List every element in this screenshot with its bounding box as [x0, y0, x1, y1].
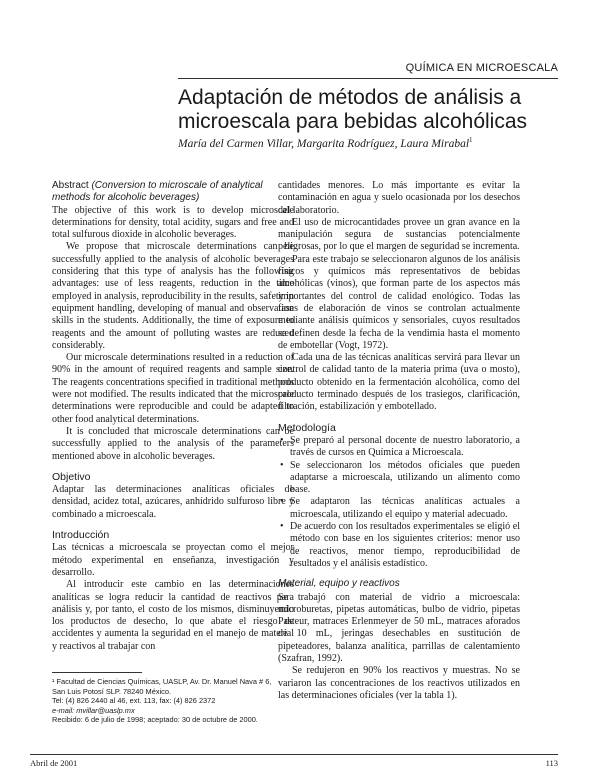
material-paragraph: Se redujeron en 90% los reactivos y muestras. No se variaron las concentraciones de los reactivos utilizados en las determinaciones oficiales (ver la tabla 1).	[278, 665, 520, 701]
abstract-heading	[52, 180, 294, 205]
abstract-paragraph: It is concluded that microscale determinations can be successfully applied to the analysis of the parameters mentioned above in alcoholic beverages.	[52, 425, 294, 462]
footnote-email: e-mail: mvillar@uaslp.mx	[52, 705, 135, 715]
list-item: • Se adaptaron las técnicas analíticas actuales a microescala, utilizando el equipo y material adecuado.	[278, 496, 520, 521]
body-paragraph: Cada una de las técnicas analíticas servirá para llevar un control de calidad tanto de la materia prima (uva o mosto), producto obtenido en la fermentación alcohólica, como del producto terminado después de los trasiegos, clarificación, filtración, estabilización y embotellado.	[278, 352, 520, 413]
footnote-affiliation: ¹ Facultad de Ciencias Químicas, UASLP, Av. Dr. Manuel Nava # 6, San Luis Potosí SLP. 78240 México.	[52, 677, 272, 696]
material-heading: Material, equipo y reactivos	[278, 578, 400, 590]
section-header: QUÍMICA EN MICROESCALA	[405, 62, 558, 74]
body-paragraph: El uso de microcantidades provee un gran avance en la manipulación segura de sustancias potencialmente peligrosas, por lo que el margen de seguridad se incrementa.	[278, 216, 520, 253]
abstract-subtitle: (Conversion to microscale of analytical methods for alcoholic beverages)	[52, 180, 263, 204]
right-column	[278, 180, 520, 702]
footnote-phone: Tel: (4) 826 2440 al 46, ext. 113, fax: (4) 826 2372	[52, 696, 216, 706]
abstract-label: Abstract	[52, 180, 89, 191]
metodologia-heading: Metodología	[278, 421, 336, 434]
metodologia-list	[278, 435, 520, 570]
title-line-1: Adaptación de métodos de análisis a	[178, 86, 522, 109]
abstract-paragraph: Our microscale determinations resulted in a reduction of 90% in the amount of required reagents and sample size. The reagents concentrations specified in traditional methods were not modified. The results indicated that the microscale determinations were reproducible and could be adapted to other food analytical determinations.	[52, 352, 294, 425]
abstract-paragraph: We propose that microscale determinations can be successfully applied to the analysis of alcoholic beverages considering that this type of analysis has the following advantages: use of less reagents, reduction in the time employed in analysis, reproducibility in the results, safety in equipment handling, developing of manual and observation skills in the students. Additionally, the time of exposure to reagents and the amount of polluting wastes are reduced considerably.	[52, 241, 294, 351]
list-item: • De acuerdo con los resultados experimentales se eligió el método con base en los siguientes criterios: menor uso de reactivos, menor tiempo, reproducibilidad de resultados y el análisis estadístico.	[278, 521, 520, 570]
material-paragraph: Se trabajó con material de vidrio a microescala: microburetas, pipetas automáticas, bulbo de vidrio, pipetas Pasteur, matraces Erlenmeyer de 50 mL, matraces aforados de 10 mL, jeringas desechables en sustitución de pipeteadores, balanza analítica, parrillas de calentamiento (Szafran, 1992).	[278, 591, 520, 664]
authors-names: María del Carmen Villar, Margarita Rodríguez, Laura Mirabal	[178, 137, 470, 150]
page-number: 113	[545, 758, 558, 768]
introduccion-paragraph: Al introducir este cambio en las determinaciones analíticas se logra reducir la cantidad de reactivos para análisis y, por tanto, el costo de los mismos, disminuyendo los productos de desecho, lo que abate el riesgo de accidentes y aumenta la seguridad en el manejo de material y reactivos al trabajar con	[52, 579, 294, 652]
title-line-2: microescala para bebidas alcohólicas	[178, 110, 528, 133]
footer-date: Abril de 2001	[30, 758, 78, 768]
introduccion-paragraph: Las técnicas a microescala se proyectan como el mejor método experimental en enseñanza, investigación y desarrollo.	[52, 542, 294, 578]
objetivo-text: Adaptar las determinaciones analíticas oficiales de densidad, acidez total, azúcares, anhídrido sulfuroso libre y combinado a microescala.	[52, 484, 294, 520]
list-item: • Se preparó al personal docente de nuestro laboratorio, a través de cursos en Química a Microescala.	[278, 435, 520, 460]
article-title	[178, 86, 538, 134]
footnote-rule	[52, 672, 142, 673]
objetivo-heading: Objetivo	[52, 470, 91, 483]
header-rule	[178, 78, 558, 79]
body-paragraph: Para este trabajo se seleccionaron algunos de los análisis físicos y químicos más representativos de bebidas alcohólicas (vinos), que forman parte de los aspectos más importantes del control de calidad enológico. Todas las fases de elaboración de vinos se controlan actualmente mediante análisis químicos y sensoriales, cuyos resultados se definen desde la fecha de la vendimia hasta el momento de embotellar (Vogt, 1972).	[278, 253, 520, 351]
list-item: • Se seleccionaron los métodos oficiales que pueden adaptarse a microescala, utilizando un alimento como base.	[278, 460, 520, 497]
authors	[178, 136, 558, 150]
footer-rule	[30, 754, 558, 755]
left-column	[52, 180, 294, 653]
authors-footnote-mark: 1	[469, 136, 473, 144]
footnote	[52, 672, 282, 725]
abstract-paragraph: The objective of this work is to develop microscale determinations for density, total acidity, sugars and free and total sulfurous dioxide in alcoholic beverages.	[52, 204, 294, 241]
introduccion-heading: Introducción	[52, 529, 110, 542]
body-paragraph: cantidades menores. Lo más importante es evitar la contaminación en agua y suelo ocasionada por los desechos del laboratorio.	[278, 180, 520, 216]
footnote-dates: Recibido: 6 de julio de 1998; aceptado: 30 de octubre de 2000.	[52, 715, 258, 725]
